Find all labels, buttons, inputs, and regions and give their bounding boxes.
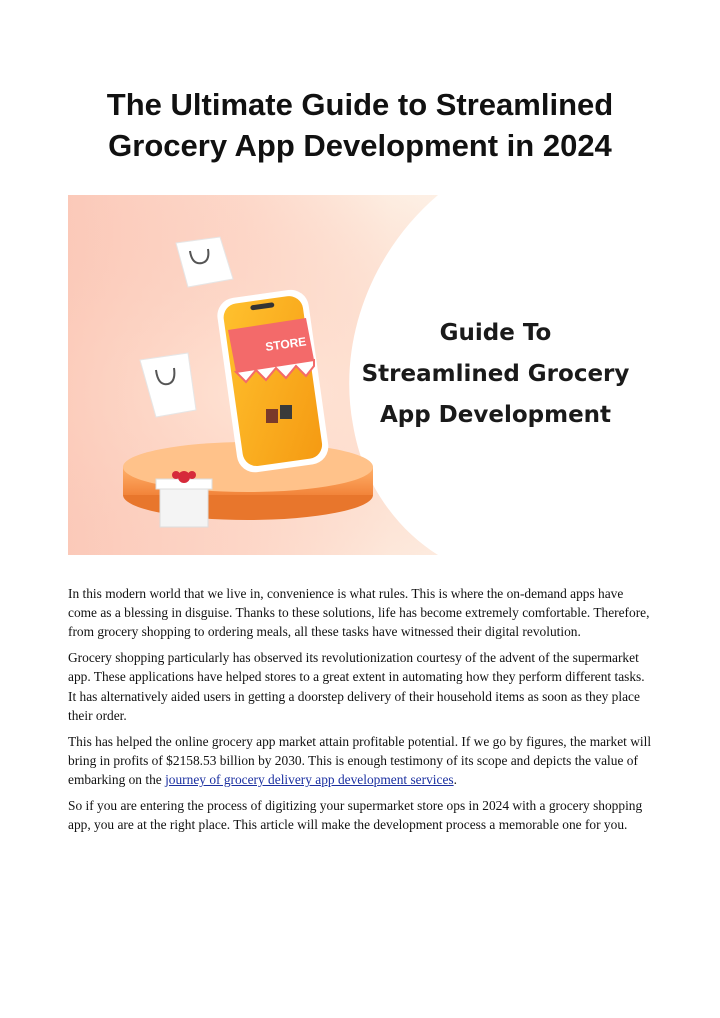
product-box-2 [280,405,292,419]
hero-heading-line-2: Streamlined Grocery [361,361,630,387]
article-body [68,584,652,841]
paragraph-1: In this modern world that we live in, convenience is what rules. This is where the on-demand apps have come as a blessing in disguise. Thanks to these solutions, life has become extremely comfortable. Therefore, from grocery shopping to ordering meals, all these tasks have witnessed their digital revolution. [68,586,650,640]
product-box [266,409,278,423]
gift-box-icon [156,471,212,527]
hero-banner-image [68,195,653,555]
hero-heading [338,313,653,436]
paragraph-3 [68,732,652,790]
hero-heading-line-3: App Development [379,402,612,428]
paragraph-4: So if you are entering the process of digitizing your supermarket store ops in 2024 with a grocery shopping app, you are at the right place. This article will make the development process a memorable one for you. [68,797,643,833]
paragraph-3-text: This has helped the online grocery app market attain profitable potential. If we go by figures, the market will bring in profits of $2158.53 billion by 2030. This is enough testimony of its scope and depicts the value of embarking on the [68,733,652,788]
paragraph-2: Grocery shopping particularly has observed its revolutionization courtesy of the advent of the supermarket app. These applications have helped stores to a great extent in automating how they perform different tasks. It has alternatively aided users in getting a doorstep delivery of their household items as soon as they place their order. [68,650,645,723]
grocery-app-services-link[interactable]: journey of grocery delivery app development services [165,772,454,788]
hero-heading-line-1: Guide To [439,320,552,346]
paragraph-3-end: . [453,772,457,788]
store-sign-label: STORE [264,334,308,354]
page-title: The Ultimate Guide to Streamlined Grocery App Development in 2024 [106,87,614,163]
